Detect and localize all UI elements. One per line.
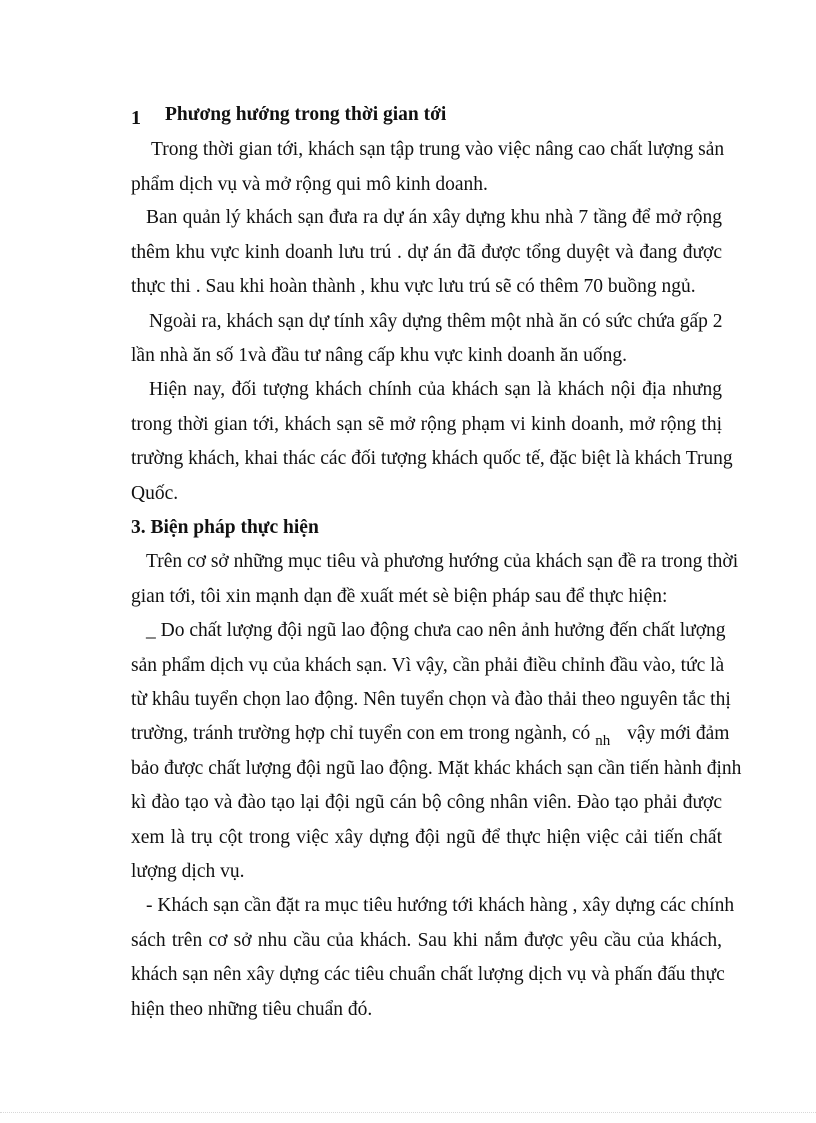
paragraph-line: Quốc. xyxy=(131,483,179,504)
paragraph-line: kì đào tạo và đào tạo lại đội ngũ cán bộ công nhân viên. Đào tạo phải được xyxy=(131,792,722,813)
line-text: vậy mới đảm xyxy=(627,723,730,744)
paragraph-line: Trên cơ sở những mục tiêu và phương hướng của khách sạn đề ra trong thời xyxy=(146,551,739,572)
section-heading-3: 3. Biện pháp thực hiện xyxy=(131,517,319,538)
paragraph-line: sản phẩm dịch vụ của khách sạn. Vì vậy, cần phải điều chỉnh đầu vào, tức là xyxy=(131,655,725,676)
paragraph-line: hiện theo những tiêu chuẩn đó. xyxy=(131,999,373,1020)
paragraph-line: phẩm dịch vụ và mở rộng qui mô kinh doanh. xyxy=(131,174,488,195)
paragraph-line: từ khâu tuyển chọn lao động. Nên tuyển chọn và đào thải theo nguyên tắc thị xyxy=(131,689,731,710)
section-heading: Phương hướng trong thời gian tới xyxy=(165,104,447,125)
paragraph-line: Hiện nay, đối tượng khách chính của khách sạn là khách nội địa nhưng xyxy=(149,379,722,400)
paragraph-line: Trong thời gian tới, khách sạn tập trung vào việc nâng cao chất lượng sản xyxy=(151,139,725,160)
paragraph-line: Ngoài ra, khách sạn dự tính xây dựng thêm một nhà ăn có sức chứa gấp 2 xyxy=(149,311,723,332)
paragraph-line: thêm khu vực kinh doanh lưu trú . dự án đã được tổng duyệt và đang được xyxy=(131,242,722,263)
paragraph-line: lượng dịch vụ. xyxy=(131,861,245,882)
paragraph-line: sách trên cơ sở nhu cầu của khách. Sau khi nắm được yêu cầu của khách, xyxy=(131,930,722,951)
paragraph-line: lần nhà ăn số 1và đầu tư nâng cấp khu vực kinh doanh ăn uống. xyxy=(131,345,628,366)
subscript-fragment: nh xyxy=(595,733,611,749)
paragraph-line: xem là trụ cột trong việc xây dựng đội ngũ để thực hiện việc cải tiến chất xyxy=(131,827,722,848)
paragraph-line: gian tới, tôi xin mạnh dạn đề xuất mét sè biện pháp sau để thực hiện: xyxy=(131,586,668,607)
section-number: 1 xyxy=(131,107,141,129)
line-text: trường, tránh trường hợp chỉ tuyển con em trong ngành, có xyxy=(131,723,591,744)
paragraph-line: trong thời gian tới, khách sạn sẽ mở rộng phạm vi kinh doanh, mở rộng thị xyxy=(131,414,722,435)
paragraph-line: khách sạn nên xây dựng các tiêu chuẩn chất lượng dịch vụ và phấn đấu thực xyxy=(131,964,725,985)
paragraph-line: - Khách sạn cần đặt ra mục tiêu hướng tới khách hàng , xây dựng các chính xyxy=(146,895,735,916)
paragraph-line xyxy=(131,722,730,749)
page-bottom-divider xyxy=(0,1112,816,1113)
paragraph-line: _ Do chất lượng đội ngũ lao động chưa cao nên ảnh hưởng đến chất lượng xyxy=(146,620,726,641)
paragraph-line: thực thi . Sau khi hoàn thành , khu vực lưu trú sẽ có thêm 70 buồng ngủ. xyxy=(131,276,696,297)
paragraph-line: trường khách, khai thác các đối tượng khách quốc tế, đặc biệt là khách Trung xyxy=(131,448,733,469)
paragraph-line: bảo được chất lượng đội ngũ lao động. Mặt khác khách sạn cần tiến hành định xyxy=(131,758,742,779)
paragraph-line: Ban quản lý khách sạn đưa ra dự án xây dựng khu nhà 7 tầng để mở rộng xyxy=(146,207,722,228)
